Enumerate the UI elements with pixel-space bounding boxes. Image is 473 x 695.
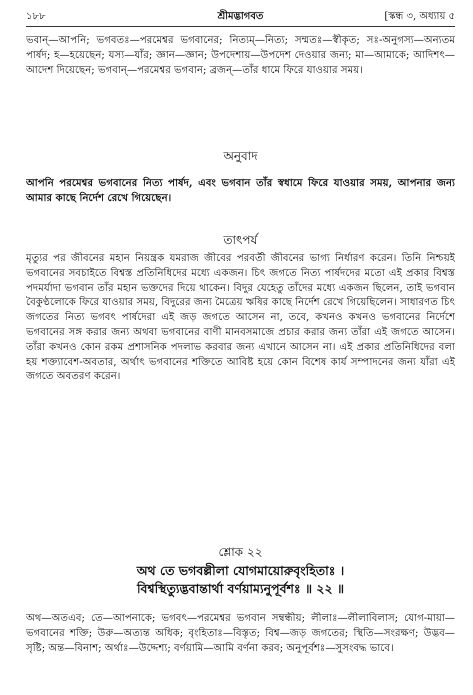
synonyms-paragraph: ভবান্—আপনি; ভগবতঃ—পরমেশ্বর ভগবানের; নিত্যম্—নিত্য; সম্মতঃ—স্বীকৃত; সঃ-অনুগস্য—অন্যতম পার্ষদ; হ—হয়েছেন; যস্য—যাঁর; জ্ঞান—জ্ঞান; উপদেশায়—উপদেশ দেওয়ার জন্য; মা—আমাকে; আদিশৎ—আদেশ দিয়েছেন; ভগবান্—পরমেশ্বর ভগবান; ব্রজন্—তাঁর ধামে ফিরে যাওয়ার সময়। (26, 35, 455, 76)
verse-title: শ্লোক ২২ (218, 545, 263, 559)
verse-line-2: বিশ্বস্থিত্যুদ্ভবান্তার্থা বর্ণয়াম্যনুপূর্বশঃ ॥ ২২ ॥ (136, 581, 345, 596)
verse-line-1: অথ তে ভগবল্লীলা যোগমায়োরুবৃংহিতাঃ । (136, 563, 345, 578)
translation-heading: অনুবাদ (223, 149, 258, 163)
word-meanings-paragraph: অথ—অতএব; তে—আপনাকে; ভগবৎ—পরমেশ্বর ভগবান সম্বন্ধীয়; লীলাঃ—লীলাবিলাস; যোগ-মায়া—ভগবানের শক্তি; উরু—অত্যন্ত অধিক; বৃংহিতাঃ—বিস্তৃত; বিশ্ব—জড় জগতের; স্থিতি—সংরক্ষণ; উদ্ভব—সৃষ্টি; অন্ত—বিনাশ; অর্থাঃ—উদ্দেশ্য; বর্ণয়ামি—আমি বর্ণনা করব; অনুপূর্বশঃ—সুসংবদ্ধ ভাবে। (26, 613, 455, 654)
purport-heading: তাৎপর্য (223, 233, 258, 247)
book-title: শ্রীমদ্ভাগবত (217, 11, 264, 22)
page-header (26, 10, 455, 27)
page-number: ১৮৮ (26, 11, 46, 22)
purport-text (26, 252, 455, 524)
chapter-reference: [স্কন্ধ ৩, অধ্যায় ৫ (384, 11, 455, 22)
purport-paragraph: মৃত্যুর পর জীবনের মহান নিয়ন্ত্রক যমরাজ জীবের পরবর্তী জীবনের ভাগ্য নির্ধারণ করেন। তিনি নিশ্চয়ই ভগবানের সবচাইতে বিশ্বস্ত প্রতিনিধিদের মধ্যে একজন। চিৎ জগতে নিত্য পার্ষদদের মতো এই প্রকার বিশ্বস্ত পদমর্যাদা ভগবান তাঁর মহান ভক্তদের দিয়ে থাকেন। বিদুর যেহেতু তাঁদের মধ্যে একজন ছিলেন, তাই ভগবান বৈকুণ্ঠলোকে ফিরে যাওয়ার সময়, বিদুরের জন্য মৈত্রেয় ঋষির কাছে নির্দেশ রেখে গিয়েছিলেন। সাধারণত চিৎ জগতের নিত্য ভগবৎ পার্ষদেরা এই জড় জগতে আসেন না, তবে, কখনও কখনও ভগবানের নির্দেশে ভগবানের সঙ্গ করার জন্য অথবা ভগবানের বাণী মানবসমাজে প্রচার করার জন্য তাঁরা এই জগতে আসেন। তাঁরা কখনও কোন রকম প্রশাসনিক পদলাভ করবার জন্য এখানে আসেন না। এই প্রকার প্রতিনিধিদের বলা হয় শক্ত্যাবেশ-অবতার, অর্থাৎ ভগবানের শক্তিতে আবিষ্ট হয়ে কোন বিশেষ কার্য সম্পাদনের জন্য যাঁরা এই জগতে অবতরণ করেন। (26, 253, 455, 383)
translation-text: আপনি পরমেশ্বর ভগবানের নিত্য পার্ষদ, এবং ভগবান তাঁর স্বধামে ফিরে যাওয়ার সময়, আপনার জন্য আমার কাছে নির্দেশ রেখে গিয়েছেন। (26, 177, 455, 204)
